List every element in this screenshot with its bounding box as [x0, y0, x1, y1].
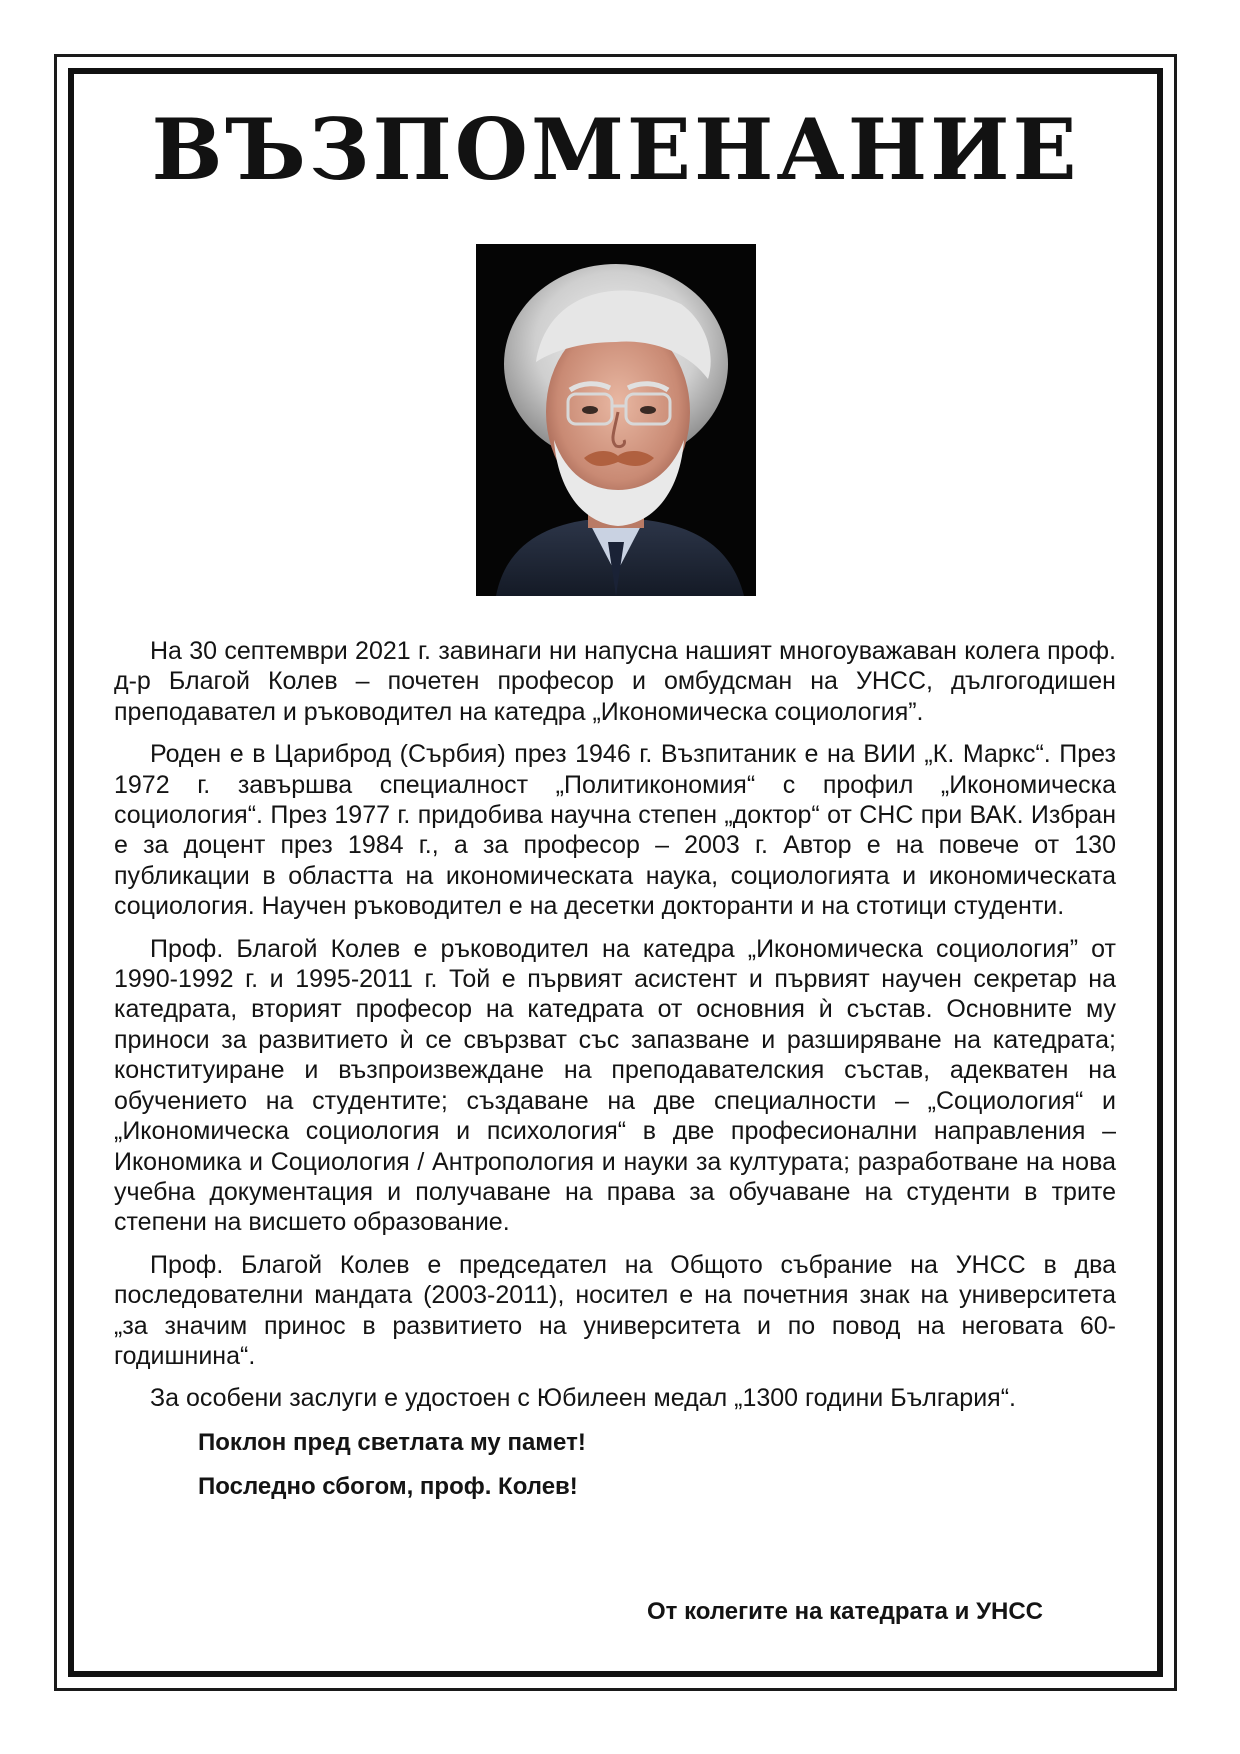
paragraph-intro: На 30 септември 2021 г. завинаги ни напусна нашият многоуважаван колега проф. д-р Благой Колев – почетен професор и омбудсман на УНСС, дългогодишен преподавател и ръководител на катедра „Икономическа социология”.: [114, 637, 1116, 726]
paragraph-biography: Роден е в Цариброд (Сърбия) през 1946 г. Възпитаник е на ВИИ „К. Маркс“. През 1972 г. завършва специалност „Политикономия“ с профил „Икономическа социология“. През 1977 г. придобива научна степен „доктор“ от СНС при ВАК. Избран е за доцент през 1984 г., а за професор – 2003 г. Автор е на повече от 130 публикации в областта на икономическата наука, социологията и икономическата социология. Научен ръководител е на десетки докторанти и на стотици студенти.: [114, 740, 1116, 921]
memorial-body: [114, 636, 1116, 1516]
portrait-icon: [476, 244, 756, 596]
closing-line-tribute: Поклон пред светлата му памет!: [198, 1428, 586, 1456]
paragraph-award: За особени заслуги е удостоен с Юбилеен медал „1300 години България“.: [150, 1384, 1016, 1413]
signature: От колегите на катедрата и УНСС: [647, 1598, 1043, 1625]
paragraph-general-assembly: Проф. Благой Колев е председател на Общото събрание на УНСС в два последователни мандата (2003-2011), носител е на почетния знак на университета „за значим принос в развитието на университета и по повод на неговата 60-годишнина“.: [114, 1250, 1116, 1370]
portrait-photo: [476, 244, 756, 596]
paragraph-department-head: Проф. Благой Колев е ръководител на катедра „Икономическа социология” от 1990-1992 г. и 1995-2011 г. Той е първият асистент и първият научен секретар на катедрата, вторият професор на катедрата от основния ѝ състав. Основните му приноси за развитието ѝ се свързват със запазване и разширяване на катедрата; конституиране и възпроизвеждане на преподавателския състав, адекватен на обучението на студентите; създаване на две специалности – „Социология“ и „Икономическа социология и психология“ в две професионални направления – Икономика и Социология / Антропология и науки за културата; разработване на нова учебна документация и получаване на права за обучаване на студенти в трите степени на висшето образование.: [114, 934, 1116, 1237]
page-title: ВЪЗПОМЕНАНИЕ: [151, 100, 1080, 199]
closing-line-farewell: Последно сбогом, проф. Колев!: [198, 1472, 578, 1500]
